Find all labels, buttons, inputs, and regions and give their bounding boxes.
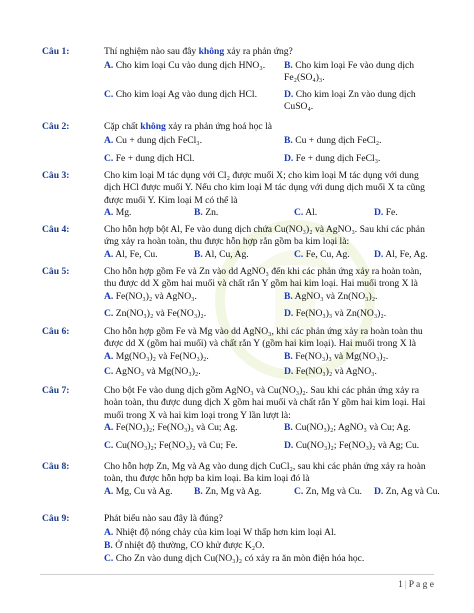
footer-divider: [40, 574, 434, 575]
question-stem: Thí nghiệm nào sau đây không xảy ra phản ứng?: [104, 46, 293, 57]
question-stem: Cho bột Fe vào dung dịch gồm AgNO₃ và Cu(NO₃)₂. Sau khi các phản ứng xảy ra hoàn toàn, thu được dung dịch X gồm hai muối và chất rắn Y gồm hai kim loại. Hai muối trong X và hai kim loại trong Y lần lượt là:: [104, 385, 426, 421]
question-number: Câu 5:: [42, 266, 70, 277]
answer-option-d[interactable]: D. Fe + dung dịch FeCl₃.: [284, 153, 381, 164]
question-stem: Phát biểu nào sau đây là đúng?: [104, 513, 223, 524]
question-stem: Cho hỗn hợp Zn, Mg và Ag vào dung dịch CuCl₂, sau khi các phản ứng xảy ra hoàn toàn, thu được hỗn hợp ba kim loại. Ba kim loại đó là: [104, 461, 426, 485]
answer-option-a[interactable]: A. Mg, Cu và Ag.: [104, 486, 173, 497]
question-number: Câu 7:: [42, 385, 70, 396]
answer-option-a[interactable]: A. Mg.: [104, 207, 132, 218]
question-number: Câu 4:: [42, 224, 70, 235]
answer-option-d[interactable]: D. Zn, Ag và Cu.: [374, 486, 440, 497]
answer-option-a[interactable]: A. Mg(NO₃)₂ và Fe(NO₃)₂.: [104, 351, 209, 362]
question-number: Câu 3:: [42, 170, 70, 181]
question-stem: Cặp chất không xảy ra phản ứng hoá học là: [104, 121, 273, 132]
question-stem: Cho hỗn hợp gồm Fe và Zn vào dd AgNO₃ đến khi các phản ứng xảy ra hoàn toàn, thu được dd X gồm hai muối và chất rắn Y gồm hai kim loại. Hai muối trong X là: [104, 266, 422, 290]
answer-option-b[interactable]: B. Al, Cu, Ag.: [194, 249, 249, 260]
answer-option-d[interactable]: D. Fe.: [374, 207, 398, 218]
answer-option-c[interactable]: C. Zn, Mg và Cu.: [294, 486, 362, 497]
answer-option-c[interactable]: C. Cu(NO₃)₂; Fe(NO₃)₂ và Cu; Fe.: [104, 440, 238, 451]
answer-option-a[interactable]: A. Al, Fe, Cu.: [104, 249, 158, 260]
answer-option-b[interactable]: B. Zn.: [194, 207, 219, 218]
answer-option-d[interactable]: D. Al, Fe, Ag.: [374, 249, 428, 260]
answer-option-c[interactable]: C. Zn(NO₃)₂ và Fe(NO₃)₂.: [104, 308, 207, 319]
answer-option-d[interactable]: D. Fe(NO₃)₂ và AgNO₃.: [284, 366, 377, 377]
answer-option-a[interactable]: A. Fe(NO₃)₂; Fe(NO₃)₃ và Cu; Ag.: [104, 422, 238, 433]
answer-option-c[interactable]: C. Cho Zn vào dung dịch Cu(NO₃)₂ có xảy ra ăn mòn điện hóa học.: [104, 553, 365, 564]
answer-option-a[interactable]: A. Nhiệt độ nóng chảy của kim loại W thấp hơn kim loại Al.: [104, 527, 337, 538]
answer-option-b[interactable]: B. Fe(NO₃)₃ và Mg(NO₃)₂.: [284, 351, 389, 362]
answer-option-b[interactable]: B. AgNO₃ và Zn(NO₃)₂.: [284, 291, 378, 302]
answer-option-c[interactable]: C. AgNO₃ và Mg(NO₃)₂.: [104, 366, 201, 377]
answer-option-a[interactable]: A. Fe(NO₃)₂ và AgNO₃.: [104, 291, 197, 302]
answer-option-d[interactable]: D. Fe(NO₃)₃ và Zn(NO₃)₂.: [284, 308, 387, 319]
question-number: Câu 2:: [42, 121, 70, 132]
question-number: Câu 1:: [42, 46, 70, 57]
page-number: 1 | P a g e: [398, 580, 434, 590]
answer-option-b[interactable]: B. Ở nhiệt độ thường, CO khử được K₂O.: [104, 540, 265, 551]
question-number: Câu 6:: [42, 326, 70, 337]
question-number: Câu 9:: [42, 513, 70, 524]
answer-option-a[interactable]: A. Cu + dung dịch FeCl₃.: [104, 135, 203, 146]
answer-option-d[interactable]: D. Cu(NO₃)₂; Fe(NO₃)₂ và Ag; Cu.: [284, 440, 420, 451]
answer-option-b[interactable]: B. Cu(NO₃)₂; AgNO₃ và Cu; Ag.: [284, 422, 411, 433]
answer-option-b[interactable]: B. Cho kim loại Fe vào dung dịch Fe₂(SO₄)₃.: [284, 60, 415, 84]
answer-option-b[interactable]: B. Cu + dung dịch FeCl₂.: [284, 135, 382, 146]
question-stem: Cho hỗn hợp gồm Fe và Mg vào dd AgNO₃, khi các phản ứng xảy ra hoàn toàn thu được dd X (gồm hai muối) và chất rắn Y (gồm hai kim loại). Hai muối trong X là: [104, 326, 423, 350]
question-stem: Cho hỗn hợp bột Al, Fe vào dung dịch chứa Cu(NO₃)₂ và AgNO₃. Sau khi các phản ứng xảy ra hoàn toàn, thu được hỗn hợp rắn gồm ba kim loại là:: [104, 224, 425, 248]
answer-option-a[interactable]: A. Cho kim loại Cu vào dung dịch HNO₃.: [104, 60, 266, 71]
answer-option-d[interactable]: D. Cho kim loại Zn vào dung dịch CuSO₄.: [284, 89, 416, 113]
answer-option-b[interactable]: B. Zn, Mg và Ag.: [194, 486, 262, 497]
answer-option-c[interactable]: C. Al.: [294, 207, 318, 218]
question-number: Câu 8:: [42, 461, 70, 472]
question-stem: Cho kim loại M tác dụng với Cl₂ được muối X; cho kim loại M tác dụng với dung dịch HCl được muối Y. Nếu cho kim loại M tác dụng với dung dịch muối X ta cũng được muối Y. Kim loại M có thể là: [104, 170, 425, 206]
answer-option-c[interactable]: C. Fe, Cu, Ag.: [294, 249, 350, 260]
answer-option-c[interactable]: C. Fe + dung dịch HCl.: [104, 153, 195, 164]
answer-option-c[interactable]: C. Cho kim loại Ag vào dung dịch HCl.: [104, 89, 257, 100]
